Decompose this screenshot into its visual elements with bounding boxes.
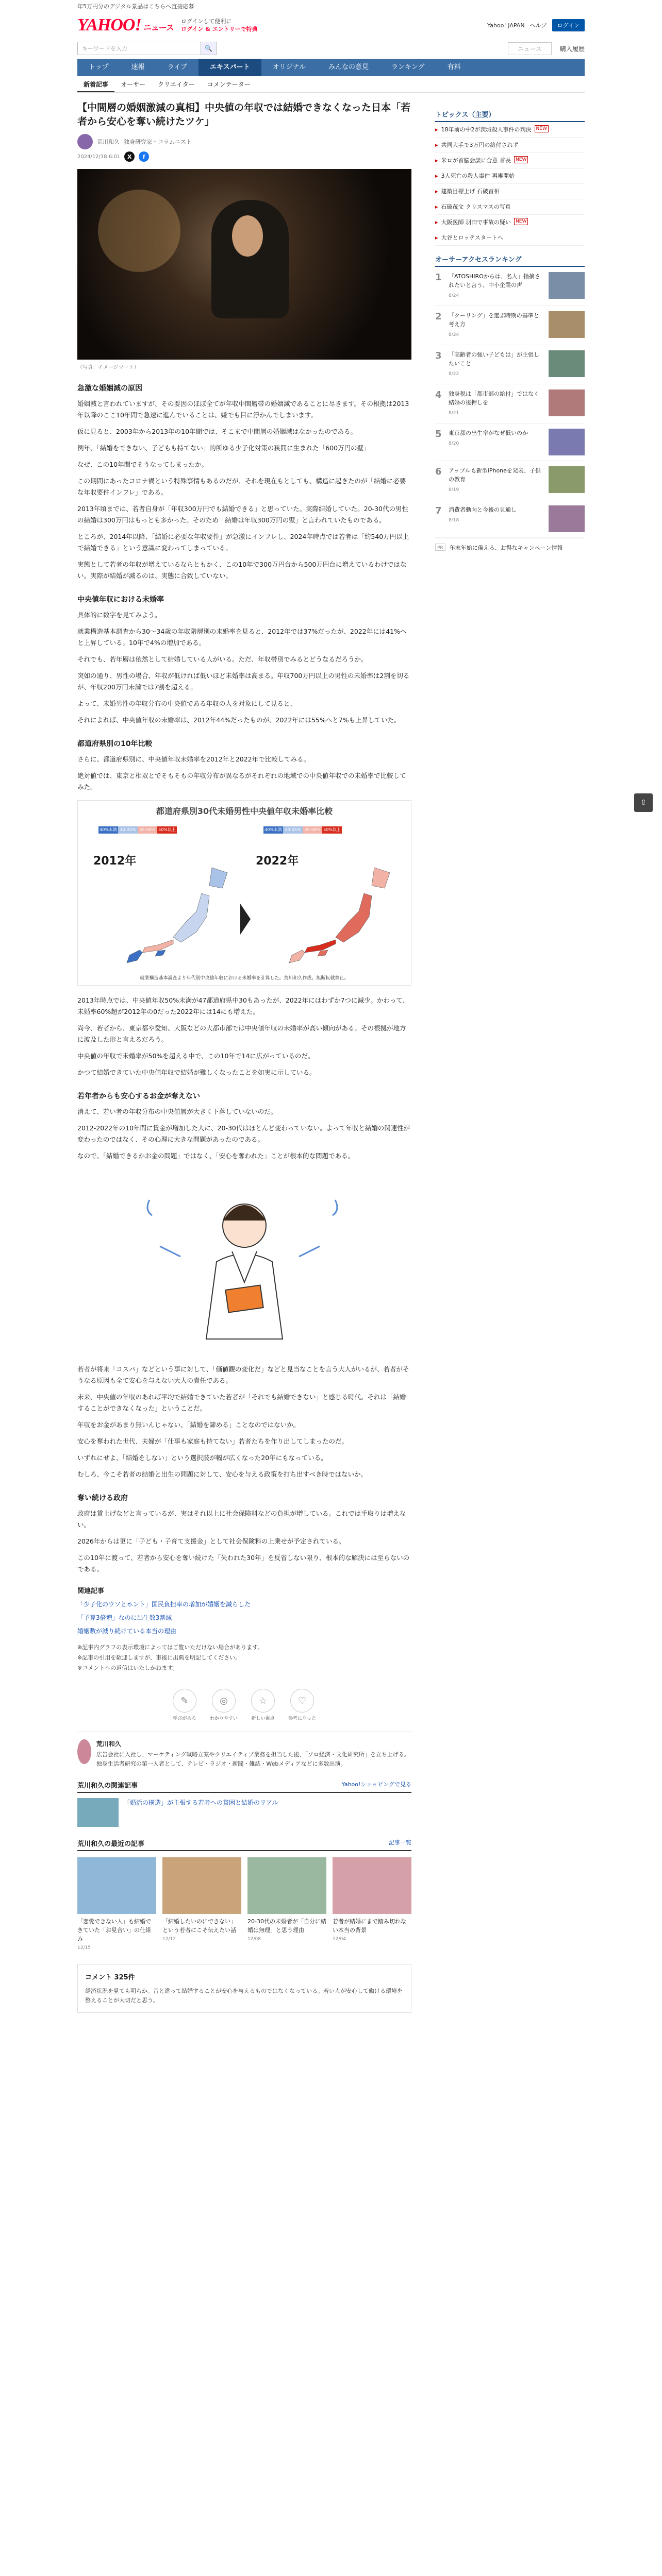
paragraph: 尚今、若者から、東京都や愛知、大阪などの大都市部では中央値年収の未婚率が高い傾向がある。その根拠が地方に波及した形と言えるだろう。 xyxy=(77,1024,406,1043)
latest-articles xyxy=(77,1857,411,1951)
reaction-button[interactable] xyxy=(173,1689,196,1721)
new-badge: NEW xyxy=(535,125,549,132)
subnav-tab-3[interactable]: コメンテーター xyxy=(207,81,251,88)
rank-number: 5 xyxy=(435,429,442,439)
ranking-header: オーサーアクセスランキング xyxy=(435,254,585,267)
rank-text xyxy=(449,272,544,300)
paragraph: 2026年からは更に「子ども・子育て支援金」として社会保険料の上乗せが予定されている。 xyxy=(77,1537,345,1545)
ranking-item[interactable] xyxy=(435,306,585,345)
paragraph: 2012-2022年の10年間に賃金が増加した人に、20-30代はほとんど変わっていない。よって年収と結婚の関連性が変わったのではなく、その心理に大きな問題があったのである。 xyxy=(77,1124,410,1143)
card-title: 若者が結婚にまで踏み切れない本当の背景 xyxy=(333,1918,406,1934)
reaction-icon: ☆ xyxy=(251,1689,275,1713)
bullet-icon: ▸ xyxy=(435,234,438,241)
paragraph: 絶対値では、東京と相双とでそもそもの年収分布が異なるがそれぞれの地域での中央値年収での未婚率で比較してみた。 xyxy=(77,772,406,791)
topic-title: 石破茂文 クリスマスの写真 xyxy=(441,204,511,210)
rank-thumbnail xyxy=(549,389,585,416)
topics-header: トピックス（主要） xyxy=(435,109,585,122)
topic-item[interactable] xyxy=(435,199,585,215)
rank-number: 6 xyxy=(435,466,442,477)
gnav-tab-4[interactable]: オリジナル xyxy=(272,63,306,71)
author-name[interactable]: 荒川和久 xyxy=(97,139,120,145)
pr-item[interactable]: PR 年末年始に備える、お得なキャンペーン情報 xyxy=(435,538,585,557)
section-heading: 奪い続ける政府 xyxy=(77,1494,128,1502)
related-articles: 関連記事 「少子化のウソとホント」国民負担率の増加が婚姻を減らした 「予算3倍増」なのに出生数3割減 婚姻数が減り続けている本当の理由 xyxy=(77,1585,411,1636)
top-right-links xyxy=(487,19,585,31)
reaction-buttons xyxy=(77,1689,411,1721)
rank-date: 8/24 xyxy=(449,293,459,298)
rank-number: 4 xyxy=(435,389,442,400)
card-title: 「結婚したいのにできない」という若者にこそ伝えたい話 xyxy=(162,1918,236,1934)
subnav-tab-2[interactable]: クリエイター xyxy=(158,81,195,88)
topic-title: 大谷とロッテスタートへ xyxy=(441,234,503,241)
article-date: 2024/12/18 6:01 xyxy=(77,154,121,160)
ranking-item[interactable] xyxy=(435,423,585,461)
paragraph: なので、「結婚できるかお金の問題」ではなく、「安心を奪われた」ことが根本的な問題である。 xyxy=(77,1152,355,1160)
facebook-share-icon[interactable]: f xyxy=(139,151,149,162)
map-title: 都道府県別30代未婚男性中央値年収未婚率比較 xyxy=(156,806,333,816)
card-date: 12/04 xyxy=(333,1937,346,1942)
comments-count[interactable]: コメント 325件 xyxy=(85,1974,135,1981)
bullet-icon: ▸ xyxy=(435,188,438,195)
gnav-tab-0[interactable]: トップ xyxy=(89,63,109,71)
topic-item[interactable] xyxy=(435,168,585,184)
article-body xyxy=(77,383,411,793)
paragraph: 例年、「結婚をできない、子どもも持てない」的所ゆる少子化対策の狭間に生まれた「600万円の壁」 xyxy=(77,444,370,452)
rank-title: アップルも新型iPhoneを発表、子供の教育 xyxy=(449,467,541,483)
x-share-icon[interactable]: X xyxy=(124,151,135,162)
bullet-icon: ▸ xyxy=(435,219,438,226)
card-title: 20-30代の未婚者が「自分に結婚は無理」と思う理由 xyxy=(247,1918,326,1934)
author-avatar[interactable] xyxy=(77,134,93,149)
gnav-tab-1[interactable]: 速報 xyxy=(131,63,145,71)
related-link-3[interactable]: 婚姻数が減り続けている本当の理由 xyxy=(77,1628,177,1635)
rank-title: 消費者動向と今後の見通し xyxy=(449,506,517,513)
rank-date: 8/22 xyxy=(449,371,459,377)
rank-date: 8/19 xyxy=(449,487,459,493)
article-illustration xyxy=(77,1169,411,1354)
rank-title: 東京都の出生率がなぜ低いのか xyxy=(449,430,528,436)
topic-item[interactable] xyxy=(435,153,585,168)
search-icon[interactable]: 🔍 xyxy=(201,42,217,55)
comment-text: 経済状況を見ても明らか。昔と違って結婚することが安心を与えるものではなくなっている。若い人が安心して働ける環境を整えることが大切だと思う。 xyxy=(85,1988,403,2004)
map-legend-2012: 40%未満 40-45% 45-50% 50%以上 xyxy=(98,826,177,834)
gnav-tab-6[interactable]: ランキング xyxy=(391,63,425,71)
subnav-tab-0[interactable]: 新着記事 xyxy=(77,76,114,92)
topics-list xyxy=(435,122,585,246)
rank-number: 2 xyxy=(435,311,442,322)
yahoo-logo[interactable]: YAHOO! ニュース xyxy=(77,15,174,35)
japan-map-2012 xyxy=(109,862,238,965)
latest-article-card[interactable] xyxy=(333,1857,411,1951)
reaction-icon: ◎ xyxy=(212,1689,236,1713)
map-footnote: 就業構造基本調査より年代別中央値年収における未婚率を計算した。荒川和久作成。無断転載禁止。 xyxy=(140,976,349,981)
all-articles-link[interactable]: 記事一覧 xyxy=(389,1839,411,1846)
rank-number: 3 xyxy=(435,350,442,361)
paragraph: むしろ、今こそ若者の結婚と出生の問題に対して、安心を与える政策を打ち出すべき時ではないか。 xyxy=(77,1470,368,1478)
paragraph: 2013年頃までは、若者自身が「年収300万円でも結婚できる」と思っていた。実際結婚していた。20-30代の男性の結婚は300万円はもっとも多かった。そのため「結婚は年収300万円の壁」と言われていたものである。 xyxy=(77,505,408,524)
paragraph: 若者が将来「コスパ」などという事に対して、「価値観の変化だ」などと見当なことを言う大人がいるが、若者がそうなる原因も全て安心を与えない大人の責任である。 xyxy=(77,1365,409,1384)
yahoo-japan-link[interactable]: Yahoo! JAPAN xyxy=(487,22,525,29)
bullet-icon: ▸ xyxy=(435,157,438,164)
rank-date: 8/24 xyxy=(449,332,459,337)
reaction-label: 学びがある xyxy=(173,1716,196,1721)
sidebar xyxy=(435,101,585,2013)
ranking-list xyxy=(435,267,585,538)
rank-title: 独身税は「都市部の給付」ではなく結婚の後押しを xyxy=(449,391,539,406)
purchase-history-link[interactable]: 購入履歴 xyxy=(559,45,585,53)
japan-map-2022 xyxy=(271,862,400,965)
reaction-icon: ♡ xyxy=(290,1689,314,1713)
new-badge: NEW xyxy=(514,156,528,163)
article-thumbnail xyxy=(162,1857,241,1914)
latest-article-card[interactable] xyxy=(247,1857,326,1951)
search-row xyxy=(0,38,662,59)
news-link[interactable]: ニュース xyxy=(508,42,552,55)
author-profile-avatar[interactable] xyxy=(77,1739,91,1764)
paragraph: いずれにせよ、「結婚をしない」という選択肢が幅が広くなった20年にもなっている。 xyxy=(77,1454,327,1462)
year-2022-label: 2022年 xyxy=(256,855,299,868)
author-profile xyxy=(77,1732,411,1769)
help-link[interactable]: ヘルプ xyxy=(529,22,547,29)
paragraph: それによれば、中央値年収の未婚率は、2012年44%だったものが、2022年には55%へと7%も上昇していた。 xyxy=(77,716,401,724)
topic-title: 大阪医師 羽田で事故の疑い xyxy=(441,219,511,226)
rank-date: 8/18 xyxy=(449,518,459,523)
rank-title: 「ATOSHIROからは、名人」指摘されたいと言う、中小企業の声 xyxy=(449,273,540,289)
rank-thumbnail xyxy=(549,272,585,299)
section-heading: 急激な婚姻減の原因 xyxy=(77,384,142,393)
shopping-item[interactable]: 「婚活の構造」が主張する若者への貧困と結婚のリアル xyxy=(77,1798,411,1827)
topic-item[interactable] xyxy=(435,215,585,230)
card-date: 12/12 xyxy=(162,1937,176,1942)
card-date: 12/08 xyxy=(247,1937,261,1942)
paragraph: 中央値の年収で未婚率が50%を超える中で、この10年で14に広がっているのだ。 xyxy=(77,1052,315,1060)
article-notes: ※記事内グラフの表示環境によってはご覧いただけない場合があります。 ※記事の引用を歓迎しますが、事後に出典を明記してください。 ※コメントへの返信はいたしかねます。 xyxy=(77,1644,263,1671)
prefecture-map-figure xyxy=(77,800,411,986)
rank-text xyxy=(449,350,544,379)
paragraph: よって、未婚男性の年収分布の中央値である年収の人を対象にして見ると、 xyxy=(77,700,296,707)
topic-title: 18年前の中2が茨城殺人事件の判決 xyxy=(441,126,532,133)
rank-text xyxy=(449,429,544,455)
ranking-item[interactable] xyxy=(435,461,585,500)
paragraph: 消えて、若い者の年収分布の中央値層が大きく下落していないのだ。 xyxy=(77,1108,277,1115)
topic-title: 共同大手で3万円の給付されず xyxy=(441,142,519,148)
paragraph: 安心を奪われた世代、夫婦が「仕事も家庭も持てない」若者たちを作り出してしまったのだ。 xyxy=(77,1437,349,1445)
bullet-icon: ▸ xyxy=(435,173,438,179)
paragraph: この期間にあったコロナ禍という特殊事情もあるのだが、それを現在もとしても、構造に起きたのが「結婚に必要な年収要件インフレ」である。 xyxy=(77,477,406,496)
login-button[interactable]: ログイン xyxy=(552,19,585,31)
author-profile-name[interactable]: 荒川和久 xyxy=(96,1740,121,1748)
latest-article-card[interactable] xyxy=(77,1857,156,1951)
rank-thumbnail xyxy=(549,350,585,377)
paragraph: 具体的に数字を見てみよう。 xyxy=(77,611,161,619)
section-heading: 中央値年収における未婚率 xyxy=(77,596,164,604)
paragraph: なぜ、この10年間でそうなってしまったか。 xyxy=(77,461,208,468)
article-thumbnail xyxy=(77,1857,156,1914)
latest-article-card[interactable] xyxy=(162,1857,241,1951)
gnav-tab-2[interactable]: ライブ xyxy=(167,63,187,71)
paragraph: 婚姻減と言われていますが、その要因のほぼ全てが年収中間層帯の婚姻減であることに尽きます。その根拠は2013年以降のここ10年間で急速に進んでいることは、嫌でも目に浮かんでしまいます。 xyxy=(77,400,409,419)
paragraph: この10年に渡って、若者から安心を奪い続けた「失われた30年」を反省しない限り、根本的な解決には至らないのである。 xyxy=(77,1554,410,1573)
article-body-3 xyxy=(77,1364,411,1575)
gnav-tab-5[interactable]: みんなの意見 xyxy=(328,63,369,71)
article-meta xyxy=(77,151,411,162)
shopping-section-header: 荒川和久の関連記事 Yahoo!ショッピングで見る xyxy=(77,1780,411,1793)
gnav-tab-7[interactable]: 有料 xyxy=(447,63,461,71)
byline xyxy=(77,134,411,149)
rank-date: 8/21 xyxy=(449,411,459,416)
paragraph: 未来、中央値の年収のあれば平均で結婚できていた若者が「それでも結婚できない」と感じる時代。それは「結婚することができなくなった」ということだ。 xyxy=(77,1393,406,1412)
rank-text xyxy=(449,311,544,340)
search-input[interactable]: キーワードを入力 xyxy=(77,42,201,55)
rank-text xyxy=(449,505,544,532)
gnav-tab-3[interactable]: エキスパート xyxy=(198,59,261,76)
reaction-label: わかりやすい xyxy=(209,1716,238,1721)
comparison-arrow xyxy=(240,904,251,935)
photo-caption: （写真：イメージマート） xyxy=(77,365,139,370)
reaction-button[interactable] xyxy=(210,1689,238,1721)
topic-item[interactable] xyxy=(435,138,585,153)
reaction-button[interactable] xyxy=(288,1689,316,1721)
paragraph: ところが、2014年以降、「結婚に必要な年収要件」が急激にインフレし、2024年時点では若者は「約540万円以上で結婚できる」という意識に変わってしまっている。 xyxy=(77,533,409,552)
paragraph: 仮に見ると、2003年から2013年の10年間では、そこまで中間層の婚姻減はなかったのである。 xyxy=(77,428,357,435)
rank-title: 「クーリング」を選ぶ時期の基準と考え方 xyxy=(449,312,539,328)
topic-title: 3人死亡の殺人事件 再審開始 xyxy=(441,173,515,179)
rank-title: 「高齢者の強い子どもは」が主張したいこと xyxy=(449,351,539,367)
article-body-2 xyxy=(77,995,411,1162)
year-2012-label: 2012年 xyxy=(93,855,137,868)
paragraph: 政府は賃上げなどと言っているが、実はそれ以上に社会保険料などの負担が増している。これでは手取りは増えない。 xyxy=(77,1510,406,1529)
paragraph: 実態として若者の年収が増えているならともかく、この10年で300万円台から500万円台に増えているわけではない。実際が結婚が減るのは、実態に合致していない。 xyxy=(77,561,407,580)
reaction-button[interactable] xyxy=(251,1689,275,1721)
promo-banner[interactable]: 年5万円分のデジタル景品はこちらへ直接応募 xyxy=(0,0,662,11)
paragraph: 2013年時点では、中央値年収50%未満が47都道府県中30もあったが、2022年にはわずか7つに減少。かわって、未婚率60%超が2012年の0だった2022年には14にも増えた。 xyxy=(77,996,409,1015)
related-link-2[interactable]: 「予算3倍増」なのに出生数3割減 xyxy=(77,1614,172,1621)
related-link-1[interactable]: 「少子化のウソとホント」国民負担率の増加が婚姻を減らした xyxy=(77,1601,251,1608)
book-cover-image xyxy=(77,1798,119,1827)
ranking-item[interactable] xyxy=(435,345,585,384)
new-badge: NEW xyxy=(514,218,528,225)
topic-item[interactable] xyxy=(435,122,585,138)
sub-nav xyxy=(77,76,585,93)
page-top-button[interactable]: ⇧ xyxy=(634,793,653,812)
paragraph: 突如の通り、男性の場合、年収が低ければ低いほど未婚率は高まる。年収700万円以上の男性の未婚率は2割を切るが、年収200万円未満では7割を超える。 xyxy=(77,672,410,691)
rank-thumbnail xyxy=(549,466,585,493)
topic-item[interactable] xyxy=(435,184,585,199)
comments-box[interactable] xyxy=(77,1964,411,2013)
article-title: 【中間層の婚姻激減の真相】中央値の年収では結婚できなくなった日本「若者から安心を奪い続けたツケ」 xyxy=(77,102,411,127)
ranking-item[interactable] xyxy=(435,267,585,306)
global-nav xyxy=(77,59,585,76)
paragraph: かつて結婚できていた中央値年収で結婚が難しくなったことを如実に示している。 xyxy=(77,1069,316,1076)
article-main xyxy=(77,101,411,2013)
bullet-icon: ▸ xyxy=(435,126,438,133)
paragraph: さらに、都道府県別に、中央値年収未婚率を2012年と2022年で比較してみる。 xyxy=(77,755,310,763)
reaction-label: 参考になった xyxy=(288,1716,317,1721)
topic-title: 米ロが首脳会談に合意 首長 xyxy=(441,157,511,164)
author-profile-desc: 広告会社に入社し、マーケティング戦略立案やクリエイティブ業務を担当した後、「ソロ経済・文化研究所」を立ち上げる。独身生活者研究の第一人者として、テレビ・ラジオ・新聞・雑誌・Webメディアなどに多数出演。 xyxy=(96,1751,410,1767)
bullet-icon: ▸ xyxy=(435,142,438,148)
ranking-item[interactable] xyxy=(435,384,585,423)
rank-number: 7 xyxy=(435,505,442,516)
bullet-icon: ▸ xyxy=(435,204,438,210)
paragraph: 年収をお金があまり無いんじゃない、「結婚を諦める」ことなのではないか。 xyxy=(77,1421,300,1429)
card-date: 12/15 xyxy=(77,1945,91,1951)
login-notice[interactable]: ログインして便利に ログイン & エントリーで特典 xyxy=(180,18,258,32)
topic-item[interactable] xyxy=(435,230,585,246)
rank-text xyxy=(449,466,544,495)
section-heading: 若年者からも安心するお金が奪えない xyxy=(77,1092,200,1100)
article-thumbnail xyxy=(247,1857,326,1914)
rank-number: 1 xyxy=(435,272,442,283)
ranking-item[interactable] xyxy=(435,500,585,538)
shopping-link[interactable]: Yahoo!ショッピングで見る xyxy=(341,1781,411,1788)
author-role: 独身研究家・コラムニスト xyxy=(124,139,192,145)
rank-text xyxy=(449,389,544,418)
pr-label: PR xyxy=(435,544,445,551)
reaction-label: 新しい視点 xyxy=(251,1716,275,1721)
topic-title: 建築目標上げ 石破首相 xyxy=(441,188,500,195)
rank-thumbnail xyxy=(549,505,585,532)
rank-thumbnail xyxy=(549,311,585,338)
article-photo xyxy=(77,169,411,360)
rank-thumbnail xyxy=(549,429,585,455)
reaction-icon: ✎ xyxy=(173,1689,196,1713)
article-thumbnail xyxy=(333,1857,411,1914)
latest-section-header: 荒川和久の最近の記事 記事一覧 xyxy=(77,1838,411,1851)
rank-date: 8/20 xyxy=(449,441,459,446)
paragraph: 就業構造基本調査から30〜34歳の年収階層別の未婚率を見ると、2012年では37%だったが、2022年には41%へと上昇している。10年で4%の増加である。 xyxy=(77,628,407,647)
paragraph: それでも、若年層は依然として結婚している人がいる。ただ、年収帯別でみるとどうなるだろうか。 xyxy=(77,655,368,663)
subnav-tab-1[interactable]: オーサー xyxy=(121,81,146,88)
top-bar xyxy=(0,11,662,38)
section-heading: 都道府県別の10年比較 xyxy=(77,740,153,748)
card-title: 「恋愛できない人」も結婚できていた「お見合い」の仕組み xyxy=(77,1918,151,1942)
map-legend-2022: 40%未満 40-45% 45-50% 50%以上 xyxy=(263,826,342,834)
